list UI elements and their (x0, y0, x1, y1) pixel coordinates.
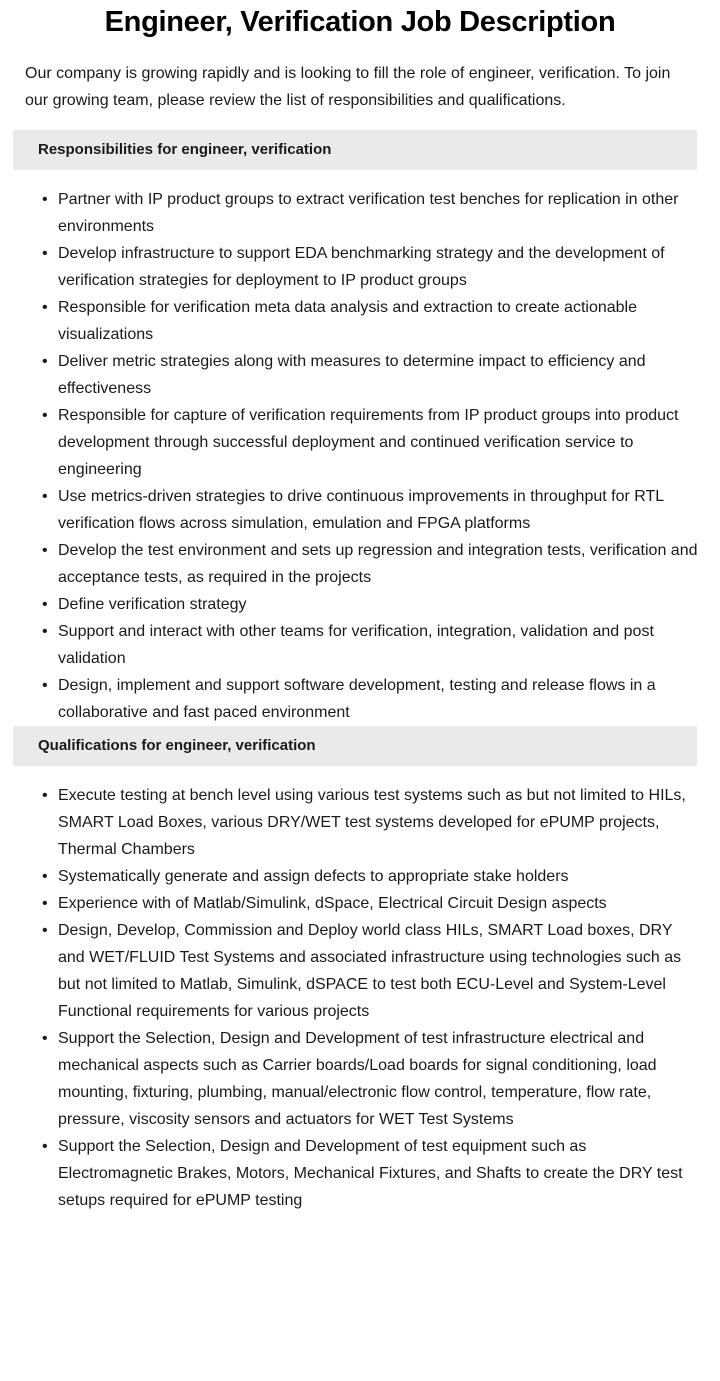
section-header-wrap-qualifications (0, 726, 720, 766)
qualifications-list (0, 766, 720, 1214)
responsibilities-list (0, 170, 720, 726)
list-item: • Deliver metric strategies along with measures to determine impact to efficiency and effectiveness (42, 348, 698, 402)
list-item: • Support and interact with other teams for verification, integration, validation and post validation (42, 618, 698, 672)
section-qualifications (0, 726, 720, 1214)
list-item: • Define verification strategy (42, 591, 698, 618)
list-item: • Develop the test environment and sets up regression and integration tests, verification and acceptance tests, as required in the projects (42, 537, 698, 591)
page-title: Engineer, Verification Job Description (104, 6, 616, 38)
list-item: • Use metrics-driven strategies to drive continuous improvements in throughput for RTL verification flows across simulation, emulation and FPGA platforms (42, 483, 698, 537)
intro-paragraph: Our company is growing rapidly and is looking to fill the role of engineer, verification. To join our growing team, please review the list of responsibilities and qualifications. (25, 65, 671, 109)
list-item: • Develop infrastructure to support EDA benchmarking strategy and the development of verification strategies for deployment to IP product groups (42, 240, 698, 294)
list-item: • Design, Develop, Commission and Deploy world class HILs, SMART Load boxes, DRY and WET/FLUID Test Systems and associated infrastructure using technologies such as but not limited to Matlab, Simulink, dSPACE to test both ECU-Level and System-Level Functional requirements for various projects (42, 917, 698, 1025)
list-item: • Partner with IP product groups to extract verification test benches for replication in other environments (42, 186, 698, 240)
list-item: • Responsible for verification meta data analysis and extraction to create actionable visualizations (42, 294, 698, 348)
list-item: • Design, implement and support software development, testing and release flows in a collaborative and fast paced environment (42, 672, 698, 726)
section-responsibilities (0, 130, 720, 726)
list-item: • Execute testing at bench level using various test systems such as but not limited to HILs, SMART Load Boxes, various DRY/WET test systems developed for ePUMP projects, Thermal Chambers (42, 782, 698, 863)
list-item: • Support the Selection, Design and Development of test infrastructure electrical and mechanical aspects such as Carrier boards/Load boards for signal conditioning, load mounting, fixturing, plumbing, manual/electronic flow control, temperature, flow rate, pressure, viscosity sensors and actuators for WET Test Systems (42, 1025, 698, 1133)
section-header-qualifications: Qualifications for engineer, verification (13, 726, 697, 766)
list-item: • Support the Selection, Design and Development of test equipment such as Electromagnetic Brakes, Motors, Mechanical Fixtures, and Shafts to create the DRY test setups required for ePUMP testing (42, 1133, 698, 1214)
section-header-wrap-responsibilities (0, 130, 720, 170)
list-item: • Experience with of Matlab/Simulink, dSpace, Electrical Circuit Design aspects (42, 890, 698, 917)
section-header-responsibilities: Responsibilities for engineer, verification (13, 130, 697, 170)
spacer (0, 114, 720, 130)
list-item: • Systematically generate and assign defects to appropriate stake holders (42, 863, 698, 890)
list-item: • Responsible for capture of verification requirements from IP product groups into product development through successful deployment and continued verification service to engineering (42, 402, 698, 483)
